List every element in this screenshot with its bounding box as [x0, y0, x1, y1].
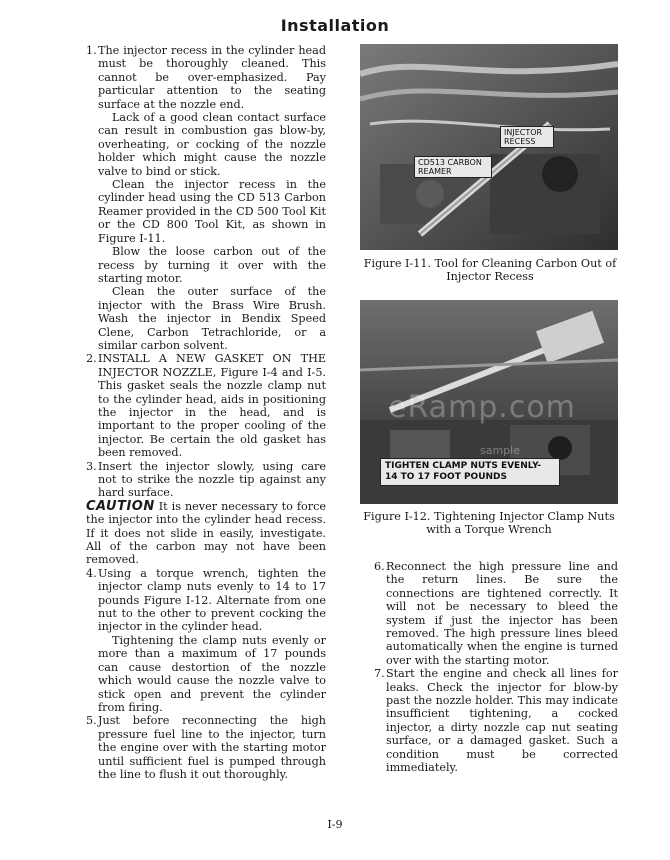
step-paragraph: Clean the injector recess in the cylinder head using the CD 513 Carbon Reamer provided in the CD 500 Tool Kit or the CD 800 Tool Kit, as shown in Figure I-11. [98, 178, 326, 245]
step-text: Start the engine and check all lines for leaks. Check the injector for blow-by past the nozzle holder. This may indicate insufficient tightening, a cocked injector, a dirty nozzle cap nut seating surface, or a damaged gasket. Such a condition must be corrected immediately. [386, 667, 618, 775]
figure-i-11-caption: Figure I-11. Tool for Cleaning Carbon Out of Injector Recess [363, 257, 617, 284]
step-paragraph: Blow the loose carbon out of the recess by turning it over with the starting motor. [98, 245, 326, 285]
step-text: INSTALL A NEW GASKET ON THE INJECTOR NOZZLE, Figure I-4 and I-5. This gasket seals the nozzle clamp nut to the cylinder head, aids in positioning the injector in the head, and is important to the proper cooling of the injector. Be certain the old gasket has been removed. [98, 352, 326, 460]
left-column [86, 44, 326, 781]
step-text: The injector recess in the cylinder head must be thoroughly cleaned. This cannot be over-emphasized. Pay particular attention to the seating surface at the nozzle end. [98, 44, 326, 111]
callout-tighten-clamp-nuts: TIGHTEN CLAMP NUTS EVENLY- 14 TO 17 FOOT POUNDS [380, 458, 560, 486]
step-5 [86, 714, 326, 781]
step-paragraph: Lack of a good clean contact surface can result in combustion gas blow-by, overheating, or cocking of the nozzle holder which might cause the nozzle valve to bind or stick. [98, 111, 326, 178]
step-number: 5. [86, 714, 97, 728]
page-title: Installation [280, 16, 390, 35]
step-paragraph: Tightening the clamp nuts evenly or more than a maximum of 17 pounds can cause destortion of the nozzle which would cause the nozzle valve to stick open and prevent the cylinder from firing. [98, 633, 326, 714]
step-text: Reconnect the high pressure line and the return lines. Be sure the connections are tightened correctly. It will not be necessary to bleed the system if just the injector has been removed. The high pressure lines bleed automatically when the engine is turned over with the starting motor. [386, 560, 618, 667]
step-number: 2. [86, 352, 97, 366]
step-1 [86, 44, 326, 352]
step-text: Using a torque wrench, tighten the injector clamp nuts evenly to 14 to 17 pounds Figure I-12. Alternate from one nut to the other to prevent cocking the injector in the cylinder head. [98, 566, 326, 634]
page-number: I-9 [327, 818, 343, 831]
watermark: eRamp.com [388, 390, 576, 425]
step-number: 3. [86, 459, 97, 473]
step-3 [86, 460, 326, 500]
engine-photo-illustration [360, 44, 618, 250]
step-number: 6. [374, 560, 385, 573]
figure-i-11-photo [360, 44, 618, 250]
step-number: 7. [374, 667, 385, 681]
step-6 [374, 560, 618, 667]
step-2 [86, 352, 326, 459]
watermark-sub: sample [480, 444, 520, 457]
caution-text: It is never necessary to force the injector into the cylinder head recess. If it does not slide in easily, investigate. All of the carbon may not have been removed. [86, 499, 326, 567]
step-text: Insert the injector slowly, using care not to strike the nozzle tip against any hard surface. [98, 459, 326, 500]
step-number: 4. [86, 566, 97, 580]
step-text: Just before reconnecting the high pressure fuel line to the injector, turn the engine over with the starting motor until sufficient fuel is pumped through the line to flush it out thoroughly. [98, 714, 326, 781]
figure-i-12-caption: Figure I-12. Tightening Injector Clamp Nuts with a Torque Wrench [363, 510, 615, 537]
step-7 [374, 667, 618, 774]
caution-note [86, 500, 326, 567]
callout-injector-recess: INJECTOR RECESS [500, 126, 554, 148]
right-column [374, 560, 618, 775]
step-number: 1. [86, 44, 97, 57]
callout-carbon-reamer: CD513 CARBON REAMER [414, 156, 492, 178]
step-paragraph: Clean the outer surface of the injector with the Brass Wire Brush. Wash the injector in Bendix Speed Clene, Carbon Tetrachloride, or a similar carbon solvent. [98, 285, 326, 352]
step-4 [86, 567, 326, 714]
caution-label: CAUTION [86, 498, 155, 514]
